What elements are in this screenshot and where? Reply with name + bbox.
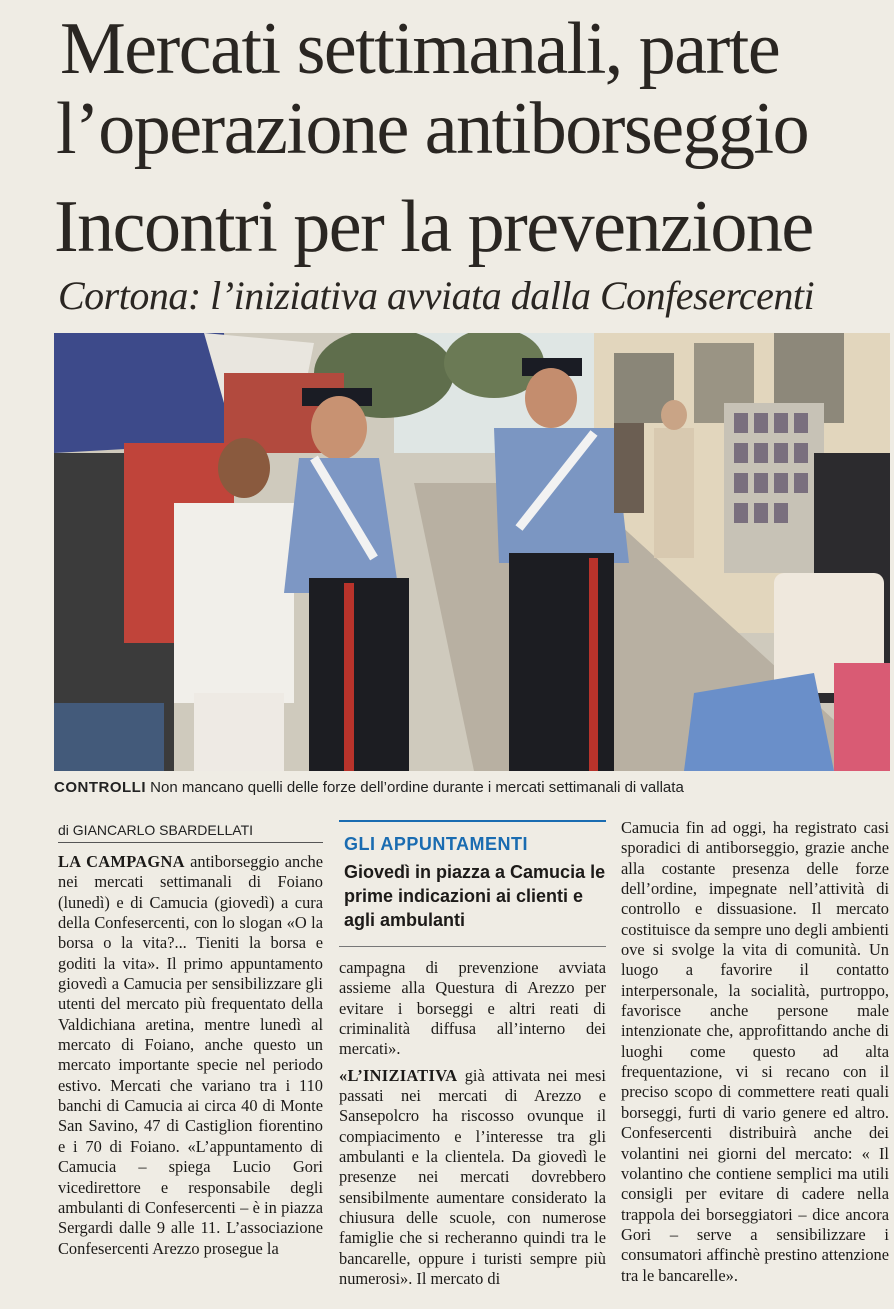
- box-bottom-rule: [339, 946, 606, 947]
- subtitle: Cortona: l’iniziativa avviata dalla Confesercenti: [58, 273, 815, 318]
- column-2-text: già attivata nei mesi passati nei mercati di Arezzo e Sansepolcro ha riscosso ovunque il compiacimento e l’interesse tra gli ambulanti e la clientela. Da giovedì le presenze nei mercati dovrebbero sensibilmente aumentare considerato la chiusura delle scuole, con numerose famiglie che si recheranno quindi tra le bancarelle, oppure i turisti sempre più numerosi». Il mercato di: [339, 1065, 606, 1289]
- headline-line-1: Mercati settimanali, parte: [60, 8, 780, 90]
- column-1-text: antiborseggio anche nei mercati settimanali di Foiano (lunedì) e di Camucia (giovedì) a cura della Confesercenti, con lo slogan «O la borsa o la vita?... Tieniti la borsa e goditi la vita». Il primo appuntamento giovedì a Camucia per sensibilizzare gli utenti del mercato più frequentato della Valdichiana aretina, mentre lunedì al mercato di Foiano, anche questo un mercato importante specie nel periodo estivo. Mercati che variano tra i 110 banchi di Camucia ai circa 40 di Monte San Savino, 47 di Castiglion fiorentino e i 70 di Foiano. «L’appuntamento di Camucia – spiega Lucio Gori vicedirettore e responsabile degli ambulanti di Confesercenti – è in piazza Sergardi dalle 9 alle 11. L’associazione Confesercenti Arezzo prosegue la: [58, 852, 323, 1258]
- article-photo: [54, 333, 890, 771]
- column-2-paragraph-1: campagna di prevenzione avviata assieme alla Questura di Arezzo per evitare i borseggi e altri reati di criminalità diffusa all’interno dei mercati».: [339, 958, 606, 1059]
- headline-line-2: l’operazione antiborseggio: [56, 88, 809, 170]
- column-2-lead: «L’INIZIATIVA: [339, 1065, 458, 1085]
- box-kicker: GLI APPUNTAMENTI: [344, 834, 528, 854]
- column-3-text: Camucia fin ad oggi, ha registrato casi sporadici di antiborseggio, grazie anche alla costante presenza delle forze dell’ordine, impegnate nell’attività di controllo e dissuasione. Il mercato costituisce da sempre uno degli ambienti ove si svolge la vita di comunità. Un luogo a favorire il contatto interpersonale, la socialità, purtroppo, favorisce anche persone male intenzionate che, approfittando anche di luoghi come questo ad alta frequentazione, vi si recano con il preciso scopo di commettere reati quali borseggi, furti di vario genere ed altro. Confesercenti distribuirà anche dei volantini nei giorni del mercato: « Il volantino che contiene semplici ma utili consigli per evitare di cadere nella trappola dei borseggiatori – dice ancora Gori – serve a sensibilizzare i consumatori affinchè prestino attenzione tra le bancarelle».: [621, 818, 889, 1285]
- box-title: Giovedì in piazza a Camucia le prime indicazioni ai clienti e agli ambulanti: [344, 862, 606, 930]
- caption-label: CONTROLLI: [54, 779, 146, 796]
- byline: di GIANCARLO SBARDELLATI: [58, 822, 254, 838]
- column-1-lead: LA CAMPAGNA: [58, 852, 185, 871]
- photo-illustration: [54, 333, 890, 771]
- caption-text: Non mancano quelli delle forze dell’ordine durante i mercati settimanali di vallata: [146, 779, 684, 796]
- article-column-3: [621, 818, 889, 1286]
- appointments-box: [339, 822, 606, 944]
- article-column-1: [58, 852, 323, 1259]
- headline-line-3: Incontri per la prevenzione: [54, 186, 813, 268]
- article-column-2: [339, 958, 606, 1290]
- photo-caption: [54, 779, 890, 796]
- byline-divider: [58, 842, 323, 843]
